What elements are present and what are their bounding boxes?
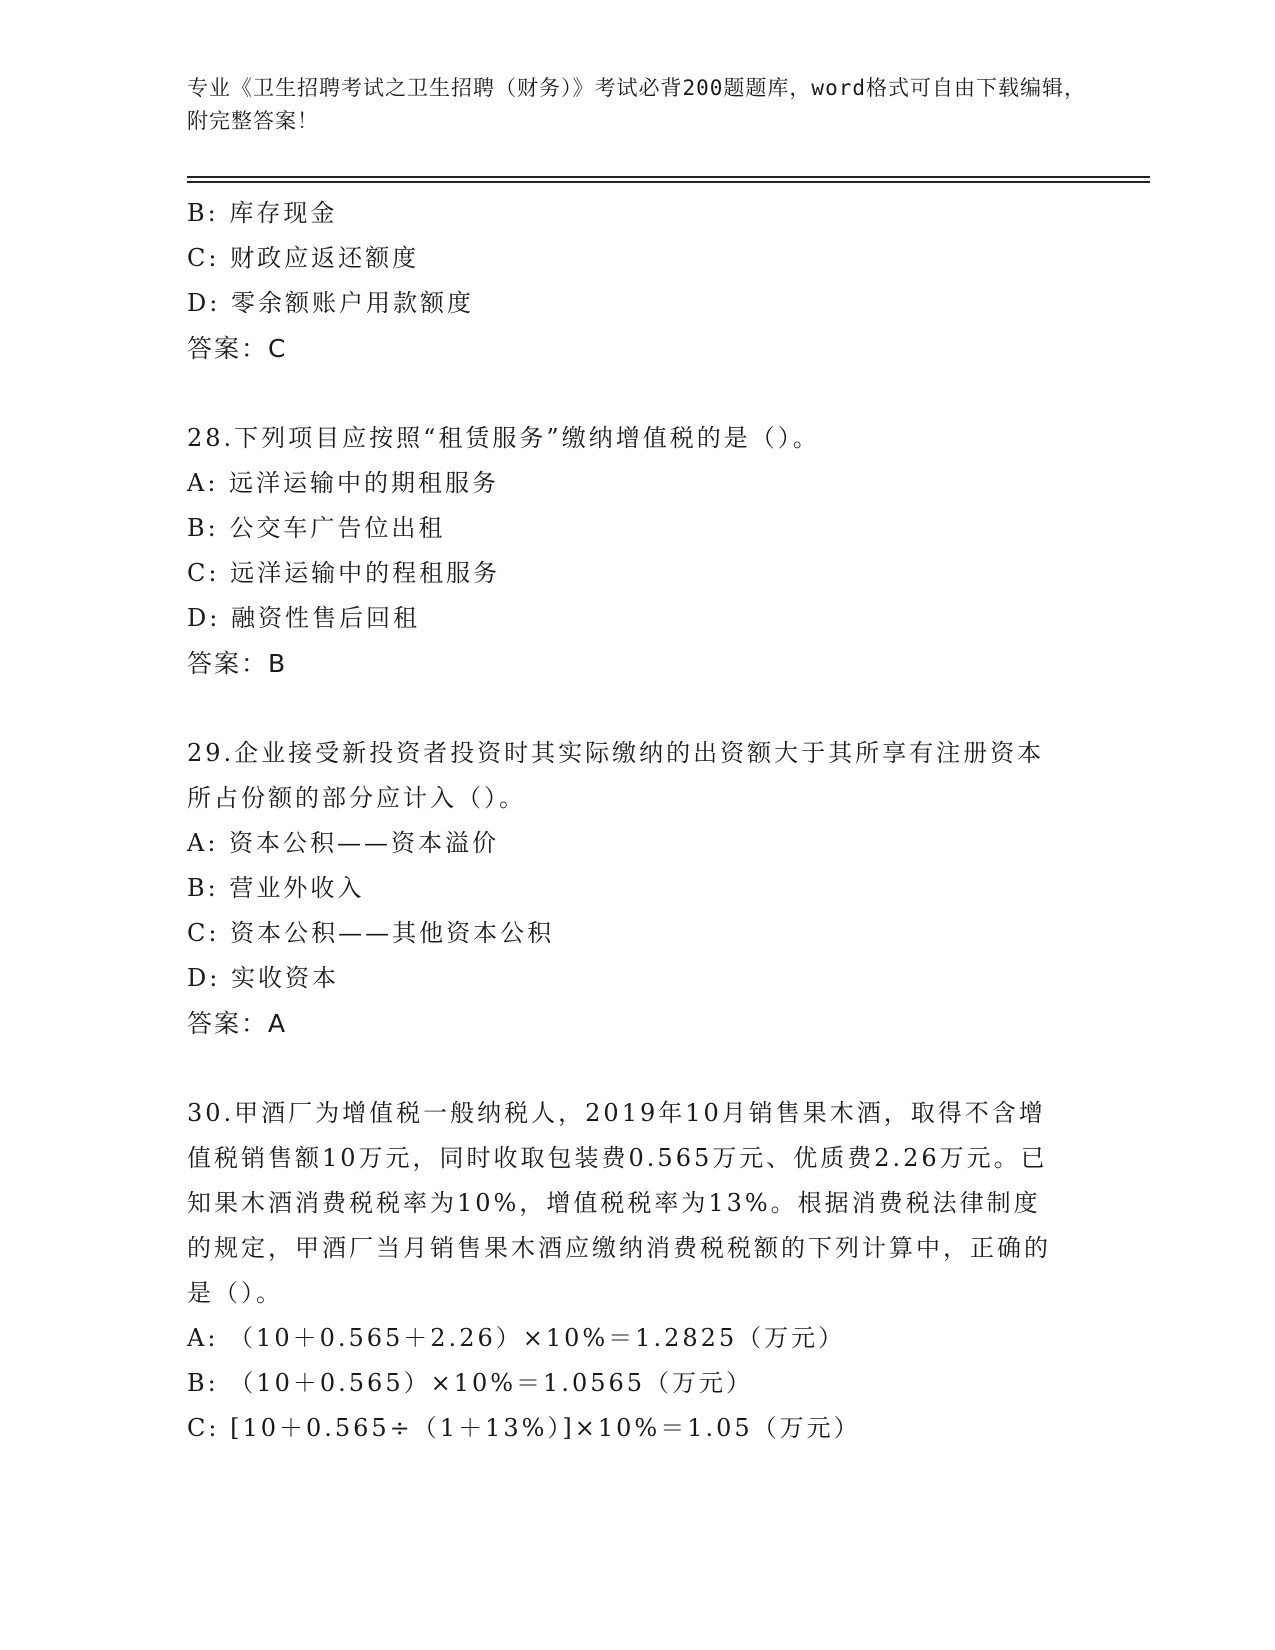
question-block-30 (187, 1091, 1067, 1451)
answer: 答案：A (187, 1009, 288, 1038)
question-text: 30.甲酒厂为增值税一般纳税人，2019年10月销售果木酒，取得不含增值税销售额10万元，同时收取包装费0.565万元、优质费2.26万元。已知果木酒消费税税率为10%，增值税税率为13%。根据消费税法律制度的规定，甲酒厂当月销售果木酒应缴纳消费税税额的下列计算中，正确的是（）。 (187, 1099, 1051, 1307)
option-c: C: 远洋运输中的程租服务 (187, 559, 501, 587)
question-text: 28.下列项目应按照“租赁服务”缴纳增值税的是（）。 (187, 424, 820, 452)
question-text: 29.企业接受新投资者投资时其实际缴纳的出资额大于其所享有注册资本所占份额的部分应计入（）。 (187, 739, 1045, 812)
option-b: B: 公交车广告位出租 (187, 514, 446, 542)
answer: 答案：B (187, 649, 288, 678)
document-header: 专业《卫生招聘考试之卫生招聘（财务）》考试必背200题题库，word格式可自由下载编辑，附完整答案！ (187, 76, 1086, 133)
option-a: A: 远洋运输中的期租服务 (187, 469, 500, 497)
option-a: A: （10＋0.565＋2.26）×10%＝1.2825（万元） (187, 1324, 846, 1352)
option-c: C: 资本公积——其他资本公积 (187, 919, 555, 947)
option-d: D: 融资性售后回租 (187, 604, 420, 632)
question-block-29 (187, 731, 1067, 1046)
option-d: D: 零余额账户用款额度 (187, 289, 474, 317)
option-c: C: 财政应返还额度 (187, 244, 420, 272)
question-list (187, 191, 1067, 1451)
option-b: B: 库存现金 (187, 199, 338, 227)
header-divider-bottom (187, 181, 1150, 183)
header-divider-top (187, 176, 1150, 178)
option-d: D: 实收资本 (187, 964, 339, 992)
option-b: B: 营业外收入 (187, 874, 365, 902)
question-block-28 (187, 416, 1067, 686)
answer: 答案：C (187, 334, 288, 363)
option-c: C: [10＋0.565÷（1＋13%）]×10%＝1.05（万元） (187, 1414, 861, 1442)
question-block-27 (187, 191, 1067, 371)
option-b: B: （10＋0.565）×10%＝1.0565（万元） (187, 1369, 754, 1397)
option-a: A: 资本公积——资本溢价 (187, 829, 500, 857)
